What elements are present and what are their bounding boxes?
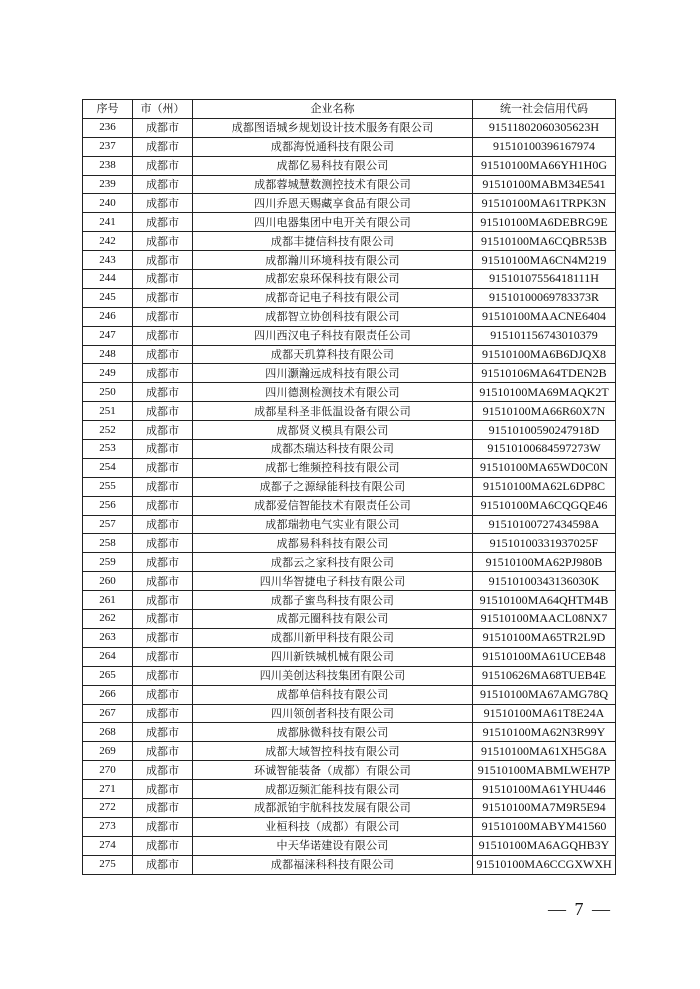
row-number-cell: 251 <box>83 402 133 421</box>
row-number-cell: 240 <box>83 194 133 213</box>
credit-code-cell: 91511802060305623H <box>473 118 616 137</box>
credit-code-cell: 91510100MA6DEBRG9E <box>473 213 616 232</box>
row-number-cell: 258 <box>83 534 133 553</box>
company-name-cell: 成都杰瑞达科技有限公司 <box>193 440 473 459</box>
table-row <box>83 288 616 307</box>
table-row <box>83 213 616 232</box>
row-number-cell: 272 <box>83 798 133 817</box>
row-number-cell: 273 <box>83 817 133 836</box>
credit-code-cell: 91510100MA62L6DP8C <box>473 477 616 496</box>
city-cell: 成都市 <box>133 288 193 307</box>
credit-code-cell: 91510100MA6AGQHB3Y <box>473 836 616 855</box>
company-name-cell: 四川德测检测技术有限公司 <box>193 383 473 402</box>
credit-code-cell: 91510100MA69MAQK2T <box>473 383 616 402</box>
table-row <box>83 742 616 761</box>
city-cell: 成都市 <box>133 742 193 761</box>
row-number-cell: 244 <box>83 270 133 289</box>
header-row <box>83 100 616 119</box>
company-name-cell: 成都奇记电子科技有限公司 <box>193 288 473 307</box>
credit-code-cell: 91510107556418111H <box>473 270 616 289</box>
row-number-cell: 268 <box>83 723 133 742</box>
table-row <box>83 421 616 440</box>
row-number-cell: 245 <box>83 288 133 307</box>
row-number-cell: 261 <box>83 591 133 610</box>
table-row <box>83 194 616 213</box>
company-name-cell: 成都脉微科技有限公司 <box>193 723 473 742</box>
table-row <box>83 553 616 572</box>
city-cell: 成都市 <box>133 440 193 459</box>
company-name-cell: 中天华诺建设有限公司 <box>193 836 473 855</box>
city-cell: 成都市 <box>133 723 193 742</box>
company-name-cell: 成都易科科技有限公司 <box>193 534 473 553</box>
credit-code-cell: 91510100069783373R <box>473 288 616 307</box>
table-row <box>83 383 616 402</box>
row-number-cell: 239 <box>83 175 133 194</box>
row-number-cell: 256 <box>83 496 133 515</box>
city-cell: 成都市 <box>133 458 193 477</box>
company-name-cell: 成都七维频控科技有限公司 <box>193 458 473 477</box>
company-name-cell: 成都贤义模具有限公司 <box>193 421 473 440</box>
company-name-cell: 四川华智捷电子科技有限公司 <box>193 572 473 591</box>
credit-code-cell: 91510100MA6CN4M219 <box>473 251 616 270</box>
row-number-cell: 237 <box>83 137 133 156</box>
company-name-cell: 成都智立协创科技有限公司 <box>193 307 473 326</box>
city-cell: 成都市 <box>133 798 193 817</box>
table-row <box>83 232 616 251</box>
credit-code-cell: 915101156743010379 <box>473 326 616 345</box>
credit-code-cell: 91510106MA64TDEN2B <box>473 364 616 383</box>
table-row <box>83 137 616 156</box>
row-number-cell: 267 <box>83 704 133 723</box>
city-cell: 成都市 <box>133 628 193 647</box>
city-cell: 成都市 <box>133 156 193 175</box>
row-number-cell: 246 <box>83 307 133 326</box>
credit-code-cell: 91510100331937025F <box>473 534 616 553</box>
city-cell: 成都市 <box>133 345 193 364</box>
table-row <box>83 855 616 874</box>
row-number-cell: 236 <box>83 118 133 137</box>
company-name-cell: 成都福涞科科技有限公司 <box>193 855 473 874</box>
table-row <box>83 326 616 345</box>
city-cell: 成都市 <box>133 553 193 572</box>
company-name-cell: 四川新铁城机械有限公司 <box>193 647 473 666</box>
city-cell: 成都市 <box>133 421 193 440</box>
city-cell: 成都市 <box>133 118 193 137</box>
credit-code-cell: 91510100MA61T8E24A <box>473 704 616 723</box>
row-number-cell: 255 <box>83 477 133 496</box>
row-number-cell: 248 <box>83 345 133 364</box>
table-row <box>83 723 616 742</box>
city-cell: 成都市 <box>133 855 193 874</box>
company-name-cell: 成都瑞勃电气实业有限公司 <box>193 515 473 534</box>
table-row <box>83 118 616 137</box>
company-name-cell: 四川西汉电子科技有限责任公司 <box>193 326 473 345</box>
credit-code-cell: 91510100MA62PJ980B <box>473 553 616 572</box>
table-row <box>83 685 616 704</box>
table-row <box>83 761 616 780</box>
company-name-cell: 成都子之源绿能科技有限公司 <box>193 477 473 496</box>
credit-code-cell: 91510100MABMLWEH7P <box>473 761 616 780</box>
row-number-cell: 270 <box>83 761 133 780</box>
table-row <box>83 402 616 421</box>
credit-code-cell: 91510100684597273W <box>473 440 616 459</box>
company-name-cell: 四川电器集团中电开关有限公司 <box>193 213 473 232</box>
city-cell: 成都市 <box>133 175 193 194</box>
company-name-cell: 业桓科技（成都）有限公司 <box>193 817 473 836</box>
table-row <box>83 496 616 515</box>
city-cell: 成都市 <box>133 534 193 553</box>
company-name-cell: 成都天玑算科技有限公司 <box>193 345 473 364</box>
credit-code-cell: 91510100MA61YHU446 <box>473 780 616 799</box>
row-number-cell: 264 <box>83 647 133 666</box>
credit-code-cell: 91510100MA65WD0C0N <box>473 458 616 477</box>
table-row <box>83 572 616 591</box>
table-row <box>83 458 616 477</box>
enterprise-table <box>82 99 616 875</box>
credit-code-cell: 91510100MA61TRPK3N <box>473 194 616 213</box>
company-name-cell: 成都大域智控科技有限公司 <box>193 742 473 761</box>
table-row <box>83 477 616 496</box>
row-number-cell: 260 <box>83 572 133 591</box>
credit-code-cell: 91510100MA61XH5G8A <box>473 742 616 761</box>
row-number-cell: 259 <box>83 553 133 572</box>
credit-code-cell: 91510100MA65TR2L9D <box>473 628 616 647</box>
company-name-cell: 成都迈频汇能科技有限公司 <box>193 780 473 799</box>
company-name-cell: 成都川新甲科技有限公司 <box>193 628 473 647</box>
table-row <box>83 798 616 817</box>
company-name-cell: 四川美创达科技集团有限公司 <box>193 666 473 685</box>
company-name-cell: 成都爱信智能技术有限责任公司 <box>193 496 473 515</box>
credit-code-cell: 91510100MA64QHTM4B <box>473 591 616 610</box>
table-row <box>83 251 616 270</box>
city-cell: 成都市 <box>133 591 193 610</box>
city-cell: 成都市 <box>133 307 193 326</box>
row-number-cell: 263 <box>83 628 133 647</box>
city-cell: 成都市 <box>133 477 193 496</box>
company-name-cell: 成都丰捷信科技有限公司 <box>193 232 473 251</box>
table-row <box>83 780 616 799</box>
company-name-cell: 成都宏泉环保科技有限公司 <box>193 270 473 289</box>
credit-code-cell: 91510100MA6CQGQE46 <box>473 496 616 515</box>
table-row <box>83 534 616 553</box>
table-row <box>83 817 616 836</box>
city-cell: 成都市 <box>133 572 193 591</box>
city-cell: 成都市 <box>133 194 193 213</box>
company-name-cell: 成都云之家科技有限公司 <box>193 553 473 572</box>
row-number-cell: 250 <box>83 383 133 402</box>
row-number-cell: 241 <box>83 213 133 232</box>
credit-code-cell: 91510100MA61UCEB48 <box>473 647 616 666</box>
city-cell: 成都市 <box>133 383 193 402</box>
company-name-cell: 成都蓉城慧数测控技术有限公司 <box>193 175 473 194</box>
city-cell: 成都市 <box>133 232 193 251</box>
city-cell: 成都市 <box>133 213 193 232</box>
company-name-cell: 四川灏瀚远成科技有限公司 <box>193 364 473 383</box>
city-cell: 成都市 <box>133 364 193 383</box>
city-cell: 成都市 <box>133 685 193 704</box>
row-number-cell: 252 <box>83 421 133 440</box>
row-number-cell: 257 <box>83 515 133 534</box>
city-cell: 成都市 <box>133 402 193 421</box>
table-row <box>83 156 616 175</box>
company-name-cell: 成都亿易科技有限公司 <box>193 156 473 175</box>
city-cell: 成都市 <box>133 515 193 534</box>
credit-code-cell: 91510100MA66R60X7N <box>473 402 616 421</box>
table-row <box>83 647 616 666</box>
company-name-cell: 成都星科圣非低温设备有限公司 <box>193 402 473 421</box>
credit-code-cell: 91510100MA6B6DJQX8 <box>473 345 616 364</box>
company-name-cell: 成都图语城乡规划设计技术服务有限公司 <box>193 118 473 137</box>
table-row <box>83 345 616 364</box>
company-name-cell: 成都单信科技有限公司 <box>193 685 473 704</box>
row-number-cell: 247 <box>83 326 133 345</box>
credit-code-cell: 91510626MA68TUEB4E <box>473 666 616 685</box>
row-number-cell: 253 <box>83 440 133 459</box>
page-number: — 7 — <box>548 899 612 919</box>
row-number-cell: 265 <box>83 666 133 685</box>
row-number-cell: 254 <box>83 458 133 477</box>
company-name-cell: 四川乔恩天赐藏享食品有限公司 <box>193 194 473 213</box>
credit-code-cell: 91510100MA62N3R99Y <box>473 723 616 742</box>
table-row <box>83 270 616 289</box>
city-cell: 成都市 <box>133 326 193 345</box>
row-number-cell: 266 <box>83 685 133 704</box>
row-number-cell: 242 <box>83 232 133 251</box>
city-cell: 成都市 <box>133 610 193 629</box>
company-name-cell: 成都子蜜鸟科技有限公司 <box>193 591 473 610</box>
row-number-cell: 275 <box>83 855 133 874</box>
table-row <box>83 440 616 459</box>
row-number-cell: 271 <box>83 780 133 799</box>
company-name-cell: 成都派铂宇航科技发展有限公司 <box>193 798 473 817</box>
city-cell: 成都市 <box>133 666 193 685</box>
credit-code-cell: 91510100MA6CQBR53B <box>473 232 616 251</box>
table-row <box>83 591 616 610</box>
city-cell: 成都市 <box>133 647 193 666</box>
table-row <box>83 836 616 855</box>
credit-code-cell: 91510100MAACL08NX7 <box>473 610 616 629</box>
company-name-cell: 环诚智能装备（成都）有限公司 <box>193 761 473 780</box>
credit-code-cell: 91510100MA67AMG78Q <box>473 685 616 704</box>
credit-code-cell: 91510100MA66YH1H0G <box>473 156 616 175</box>
city-cell: 成都市 <box>133 780 193 799</box>
credit-code-cell: 91510100343136030K <box>473 572 616 591</box>
credit-code-cell: 91510100396167974 <box>473 137 616 156</box>
header-name: 企业名称 <box>193 100 473 119</box>
city-cell: 成都市 <box>133 251 193 270</box>
row-number-cell: 274 <box>83 836 133 855</box>
table-row <box>83 515 616 534</box>
table-row <box>83 610 616 629</box>
row-number-cell: 269 <box>83 742 133 761</box>
city-cell: 成都市 <box>133 817 193 836</box>
row-number-cell: 243 <box>83 251 133 270</box>
city-cell: 成都市 <box>133 761 193 780</box>
row-number-cell: 238 <box>83 156 133 175</box>
company-name-cell: 成都海悦通科技有限公司 <box>193 137 473 156</box>
credit-code-cell: 91510100727434598A <box>473 515 616 534</box>
table-header <box>83 100 616 119</box>
table-row <box>83 175 616 194</box>
header-no: 序号 <box>83 100 133 119</box>
header-city: 市（州） <box>133 100 193 119</box>
header-code: 统一社会信用代码 <box>473 100 616 119</box>
table-row <box>83 666 616 685</box>
table-row <box>83 704 616 723</box>
row-number-cell: 249 <box>83 364 133 383</box>
credit-code-cell: 91510100MA6CCGXWXH <box>473 855 616 874</box>
credit-code-cell: 91510100MAACNE6404 <box>473 307 616 326</box>
company-name-cell: 四川领创者科技有限公司 <box>193 704 473 723</box>
table-row <box>83 307 616 326</box>
table-row <box>83 628 616 647</box>
city-cell: 成都市 <box>133 836 193 855</box>
credit-code-cell: 91510100MA7M9R5E94 <box>473 798 616 817</box>
credit-code-cell: 91510100MABM34E541 <box>473 175 616 194</box>
row-number-cell: 262 <box>83 610 133 629</box>
credit-code-cell: 91510100590247918D <box>473 421 616 440</box>
city-cell: 成都市 <box>133 704 193 723</box>
city-cell: 成都市 <box>133 270 193 289</box>
city-cell: 成都市 <box>133 137 193 156</box>
table-row <box>83 364 616 383</box>
table-body <box>83 118 616 874</box>
credit-code-cell: 91510100MABYM41560 <box>473 817 616 836</box>
city-cell: 成都市 <box>133 496 193 515</box>
company-name-cell: 成都瀚川环境科技有限公司 <box>193 251 473 270</box>
company-name-cell: 成都元圈科技有限公司 <box>193 610 473 629</box>
